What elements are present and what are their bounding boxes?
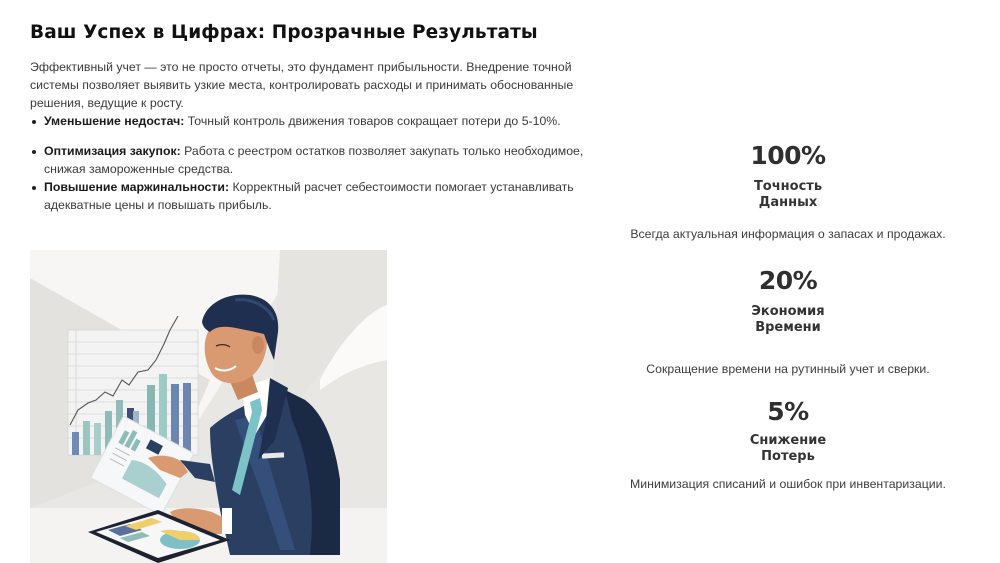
benefit-text: Корректный расчет себестоимости помогает устанавливать адекватные цены и повышать прибыль. (44, 180, 574, 212)
page-title: Ваш Успех в Цифрах: Прозрачные Результаты (30, 22, 538, 43)
stat-value: 100% (750, 141, 826, 170)
stat-description: Всегда актуальная информация о запасах и продажах. (630, 227, 946, 241)
benefit-text: Работа с реестром остатков позволяет закупать только необходимое, снижая замороженные средства. (44, 144, 584, 176)
stat-label: Точность Данных (753, 179, 823, 210)
stat-card-accuracy (620, 141, 956, 241)
stat-card-time-savings (620, 266, 956, 376)
benefit-item (30, 178, 590, 214)
benefit-title: Оптимизация закупок: (44, 144, 181, 158)
stat-value: 5% (767, 397, 809, 426)
benefit-title: Повышение маржинальности: (44, 180, 230, 194)
businessman-illustration (30, 250, 387, 563)
stat-value: 20% (758, 266, 818, 295)
stat-card-loss-reduction (620, 397, 956, 491)
stat-label: Экономия Времени (751, 304, 825, 335)
stat-description: Минимизация списаний и ошибок при инвентаризации. (630, 477, 946, 491)
benefits-list (30, 112, 590, 214)
benefit-text: Точный контроль движения товаров сокращает потери до 5-10%. (184, 114, 561, 128)
benefit-title: Уменьшение недостач: (44, 114, 185, 128)
stat-label: Снижение Потерь (749, 433, 827, 464)
benefit-item (30, 112, 590, 130)
stat-description: Сокращение времени на рутинный учет и сверки. (646, 362, 930, 376)
intro-paragraph: Эффективный учет — это не просто отчеты, это фундамент прибыльности. Внедрение точной системы позволяет выявить узкие места, контролировать расходы и принимать обоснованные решения, ведущие к росту. (30, 60, 574, 110)
benefit-item (30, 142, 590, 178)
